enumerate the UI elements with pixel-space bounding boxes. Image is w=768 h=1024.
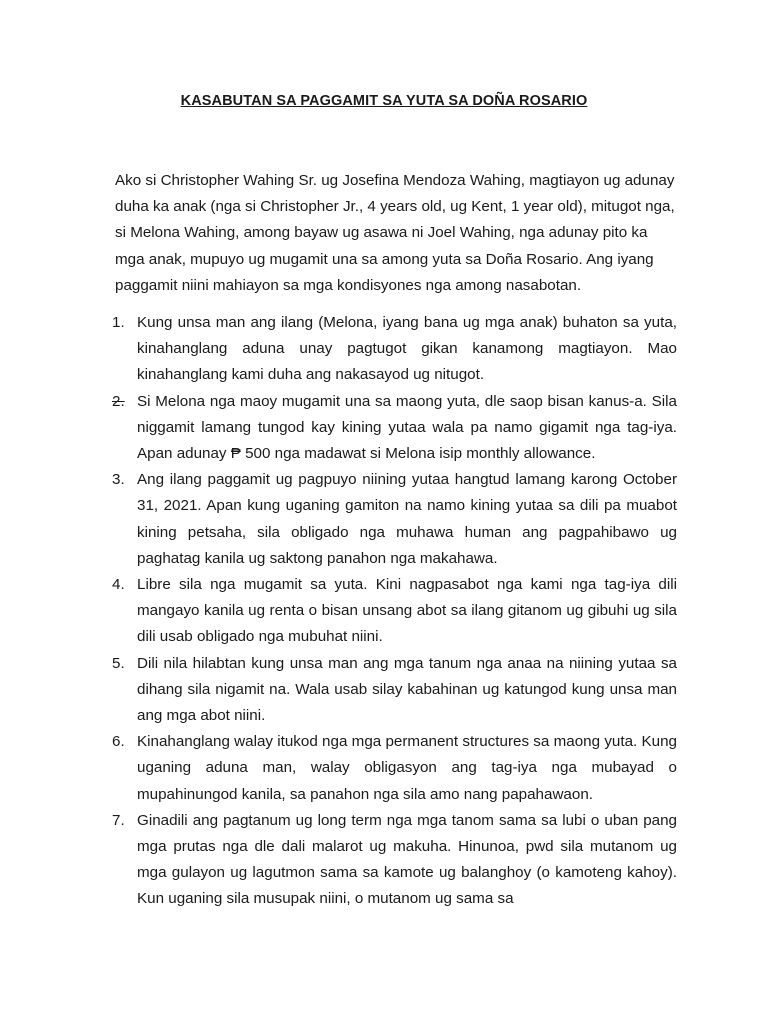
clause-text: Si Melona nga maoy mugamit una sa maong yuta, dle saop bisan kanus-a. Sila niggamit lamang tungod kay kining yutaa wala pa namo gigamit nga tag-iya. Apan adunay ₱ 500 nga madawat si Melona isip monthly allowance. (137, 392, 677, 463)
clause-text: Ang ilang paggamit ug pagpuyo niining yutaa hangtud lamang karong October 31, 2021. Apan kung uganing gamiton na namo kining yutaa sa dili pa muabot kining petsaha, sila obligado nga muhawa human ang pagpahibawo ug paghatag kanila ug saktong panahon nga makahawa. (137, 471, 677, 567)
clause-item (112, 389, 677, 468)
intro-paragraph: Ako si Christopher Wahing Sr. ug Josefina Mendoza Wahing, magtiayon ug adunay duha ka anak (nga si Christopher Jr., 4 years old, ug Kent, 1 year old), mitugot nga, si Melona Wahing, among bayaw ug asawa ni Joel Wahing, nga adunay pito ka mga anak, mupuyo ug mugamit una sa among yuta sa Doña Rosario. Ang iyang paggamit niini mahiayon sa mga kondisyones nga among nasabotan. (115, 172, 675, 294)
clause-text: Ginadili ang pagtanum ug long term nga mga tanom sama sa lubi o uban pang mga prutas nga dle dali malarot ug makuha. Hinunoa, pwd sila mutanom ug mga gulayon ug lagutmon sama sa kamote ug balanghoy (o kamoteng kahoy). Kun uganing sila musupak niini, o mutanom ug sama sa (137, 811, 677, 908)
clause-number: 5. (112, 654, 125, 672)
clause-item (112, 808, 677, 913)
clause-text: Kung unsa man ang ilang (Melona, iyang bana ug mga anak) buhaton sa yuta, kinahanglang aduna unay pagtugot gikan kanamong magtiayon. Mao kinahanglang kami duha ang nakasayod ug nitugot. (137, 314, 677, 384)
clause-text: Libre sila nga mugamit sa yuta. Kini nagpasabot nga kami nga tag-iya dili mangayo kanila ug renta o bisan unsang abot sa ilang gitanom ug gibuhi ug sila dili usab obligado nga mubuhat niini. (137, 576, 677, 646)
clause-text: Dili nila hilabtan kung unsa man ang mga tanum nga anaa na niining yutaa sa dihang sila nigamit na. Wala usab silay kabahinan ug katungod kung unsa man ang mga abot niini. (137, 654, 677, 725)
clause-number: 7. (112, 811, 125, 829)
clause-number: 2. (112, 392, 125, 410)
clause-item (112, 651, 677, 730)
clause-item (112, 310, 677, 389)
clause-text: Kinahanglang walay itukod nga mga permanent structures sa maong yuta. Kung uganing aduna man, walay obligasyon ang tag-iya nga mubayad o mupahinungod kanila, sa panahon nga sila amo nang papahawaon. (137, 733, 677, 803)
clause-number: 3. (112, 471, 125, 489)
clause-item (112, 572, 677, 651)
clause-item (112, 467, 677, 572)
clause-item (112, 729, 677, 808)
clause-number: 6. (112, 733, 125, 751)
document-title: KASABUTAN SA PAGGAMIT SA YUTA SA DOÑA ROSARIO (180, 93, 588, 109)
clause-number: 1. (112, 314, 125, 331)
clause-list (112, 310, 677, 913)
clause-number: 4. (112, 576, 125, 594)
